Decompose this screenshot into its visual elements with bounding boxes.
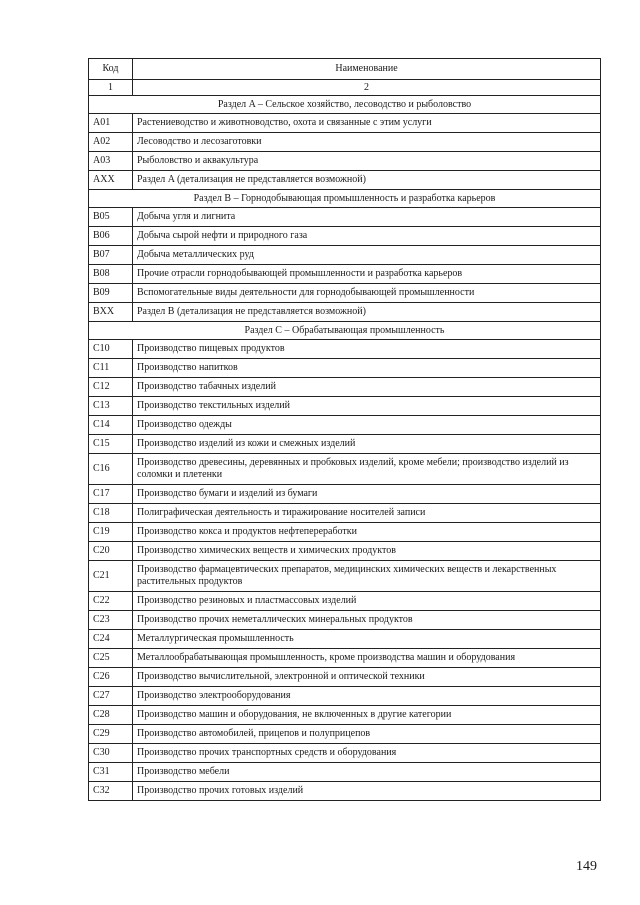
row-name: Производство прочих готовых изделий [133,782,601,801]
row-name: Металлообрабатывающая промышленность, кроме производства машин и оборудования [133,649,601,668]
section-title: Раздел A – Сельское хозяйство, лесоводство и рыболовство [89,96,601,114]
table-row [89,171,601,190]
table-row [89,649,601,668]
row-code: C16 [89,454,133,485]
table-row [89,359,601,378]
section-header-row [89,96,601,114]
row-code: C19 [89,523,133,542]
activity-codes-table [88,58,601,801]
row-code: B05 [89,208,133,227]
table-row [89,435,601,454]
header-code: Код [89,59,133,80]
row-name: Производство автомобилей, прицепов и полуприцепов [133,725,601,744]
table-row [89,630,601,649]
row-code: C32 [89,782,133,801]
row-name: Производство изделий из кожи и смежных изделий [133,435,601,454]
row-name: Производство кокса и продуктов нефтепереработки [133,523,601,542]
row-code: C13 [89,397,133,416]
header-name: Наименование [133,59,601,80]
table-row [89,397,601,416]
row-name: Производство вычислительной, электронной и оптической техники [133,668,601,687]
table-row [89,303,601,322]
row-name: Производство химических веществ и химических продуктов [133,542,601,561]
row-name: Производство машин и оборудования, не включенных в другие категории [133,706,601,725]
row-code: C17 [89,485,133,504]
table-row [89,246,601,265]
row-name: Производство пищевых продуктов [133,340,601,359]
table-row [89,152,601,171]
row-code: C21 [89,561,133,592]
row-name: Производство напитков [133,359,601,378]
table-row [89,744,601,763]
row-code: C27 [89,687,133,706]
table-row [89,454,601,485]
section-header-row [89,322,601,340]
section-title: Раздел C – Обрабатывающая промышленность [89,322,601,340]
column-number-1: 1 [89,80,133,96]
row-name: Производство прочих транспортных средств и оборудования [133,744,601,763]
row-name: Прочие отрасли горнодобывающей промышленности и разработка карьеров [133,265,601,284]
row-name: Вспомогательные виды деятельности для горнодобывающей промышленности [133,284,601,303]
row-code: A01 [89,114,133,133]
row-name: Растениеводство и животноводство, охота и связанные с этим услуги [133,114,601,133]
row-name: Раздел B (детализация не представляется возможной) [133,303,601,322]
table-row [89,523,601,542]
row-code: C25 [89,649,133,668]
row-name: Производство текстильных изделий [133,397,601,416]
row-name: Раздел A (детализация не представляется возможной) [133,171,601,190]
row-code: C18 [89,504,133,523]
row-name: Добыча угля и лигнита [133,208,601,227]
row-name: Производство табачных изделий [133,378,601,397]
row-code: AXX [89,171,133,190]
row-code: C30 [89,744,133,763]
table-row [89,706,601,725]
table-row [89,542,601,561]
table-row [89,504,601,523]
row-code: C22 [89,592,133,611]
row-code: C20 [89,542,133,561]
table-row [89,611,601,630]
row-code: A02 [89,133,133,152]
row-name: Полиграфическая деятельность и тиражирование носителей записи [133,504,601,523]
table-row [89,763,601,782]
table-row [89,687,601,706]
table-row [89,208,601,227]
row-code: BXX [89,303,133,322]
row-name: Производство резиновых и пластмассовых изделий [133,592,601,611]
row-code: C14 [89,416,133,435]
row-code: B08 [89,265,133,284]
table-header-row [89,59,601,80]
row-code: B09 [89,284,133,303]
table-body [89,96,601,801]
row-code: C24 [89,630,133,649]
row-code: C23 [89,611,133,630]
row-name: Производство бумаги и изделий из бумаги [133,485,601,504]
table-row [89,265,601,284]
section-header-row [89,190,601,208]
row-name: Добыча металлических руд [133,246,601,265]
page-number: 149 [576,859,597,874]
column-number-2: 2 [133,80,601,96]
row-code: C12 [89,378,133,397]
row-name: Металлургическая промышленность [133,630,601,649]
table-row [89,725,601,744]
section-title: Раздел B – Горнодобывающая промышленность и разработка карьеров [89,190,601,208]
table-row [89,561,601,592]
row-code: C29 [89,725,133,744]
row-code: C15 [89,435,133,454]
row-name: Производство древесины, деревянных и пробковых изделий, кроме мебели; производство изделий из соломки и плетенки [133,454,601,485]
table-row [89,284,601,303]
table-row [89,340,601,359]
table-row [89,416,601,435]
row-name: Производство электрооборудования [133,687,601,706]
row-code: B07 [89,246,133,265]
table-row [89,668,601,687]
row-code: C31 [89,763,133,782]
column-number-row [89,80,601,96]
table-row [89,782,601,801]
row-code: C10 [89,340,133,359]
row-code: B06 [89,227,133,246]
table-row [89,227,601,246]
row-name: Рыболовство и аквакультура [133,152,601,171]
table-row [89,378,601,397]
row-name: Добыча сырой нефти и природного газа [133,227,601,246]
table-row [89,485,601,504]
table-row [89,133,601,152]
row-code: A03 [89,152,133,171]
table-row [89,592,601,611]
row-name: Производство прочих неметаллических минеральных продуктов [133,611,601,630]
row-code: C26 [89,668,133,687]
row-name: Производство фармацевтических препаратов, медицинских химических веществ и лекарственных растительных продуктов [133,561,601,592]
row-code: C11 [89,359,133,378]
row-name: Производство мебели [133,763,601,782]
table-row [89,114,601,133]
row-code: C28 [89,706,133,725]
row-name: Производство одежды [133,416,601,435]
row-name: Лесоводство и лесозаготовки [133,133,601,152]
